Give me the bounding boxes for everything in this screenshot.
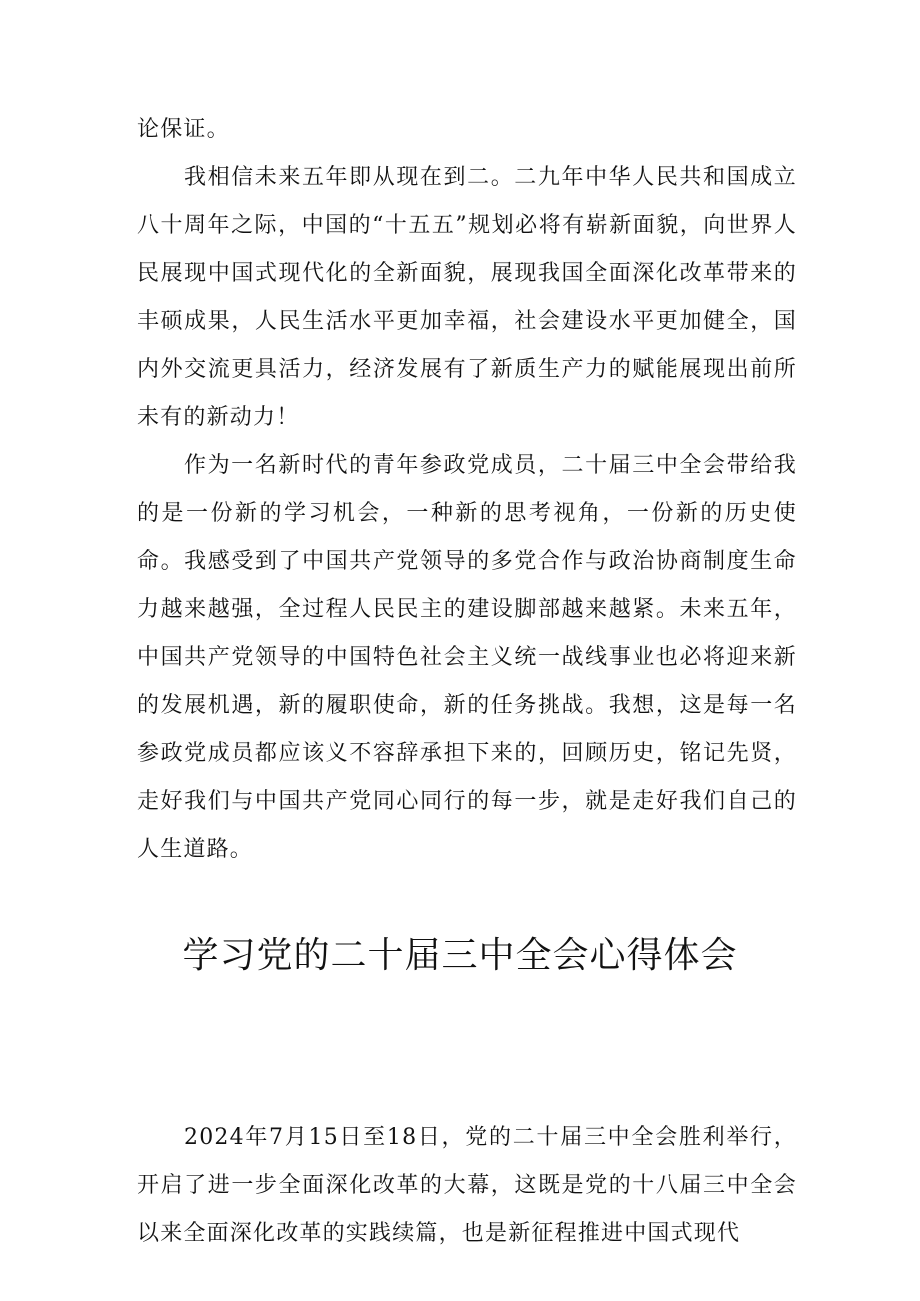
paragraph-party-member-reflection: 作为一名新时代的青年参政党成员，二十届三中全会带给我的是一份新的学习机会，一种新的思考视角，一份新的历史使命。我感受到了中国共产党领导的多党合作与政治协商制度生命力越来越强，全过程人民民主的建设脚部越来越紧。未来五年，中国共产党领导的中国特色社会主义统一战线事业也必将迎来新的发展机遇，新的履职使命，新的任务挑战。我想，这是每一名参政党成员都应该义不容辞承担下来的，回顾历史，铭记先贤，走好我们与中国共产党同心同行的每一步，就是走好我们自己的人生道路。	[137, 453, 797, 862]
paragraph-continuation: 论保证。	[137, 117, 230, 142]
paragraph-future-outlook: 我相信未来五年即从现在到二。二九年中华人民共和国成立八十周年之际，中国的“十五五”规划必将有崭新面貌，向世界人民展现中国式现代化的全新面貌，展现我国全面深化改革带来的丰硕成果，人民生活水平更加幸福，社会建设水平更加健全，国内外交流更具活力，经济发展有了新质生产力的赋能展现出前所未有的新动力！	[137, 165, 797, 430]
paragraph-plenum-intro: 2024年7月15日至18日，党的二十届三中全会胜利举行，开启了进一步全面深化改革的大幕，这既是党的十八届三中全会以来全面深化改革的实践续篇，也是新征程推进中国式现代	[137, 1125, 797, 1246]
section-title: 学习党的二十届三中全会心得体会	[182, 935, 738, 976]
